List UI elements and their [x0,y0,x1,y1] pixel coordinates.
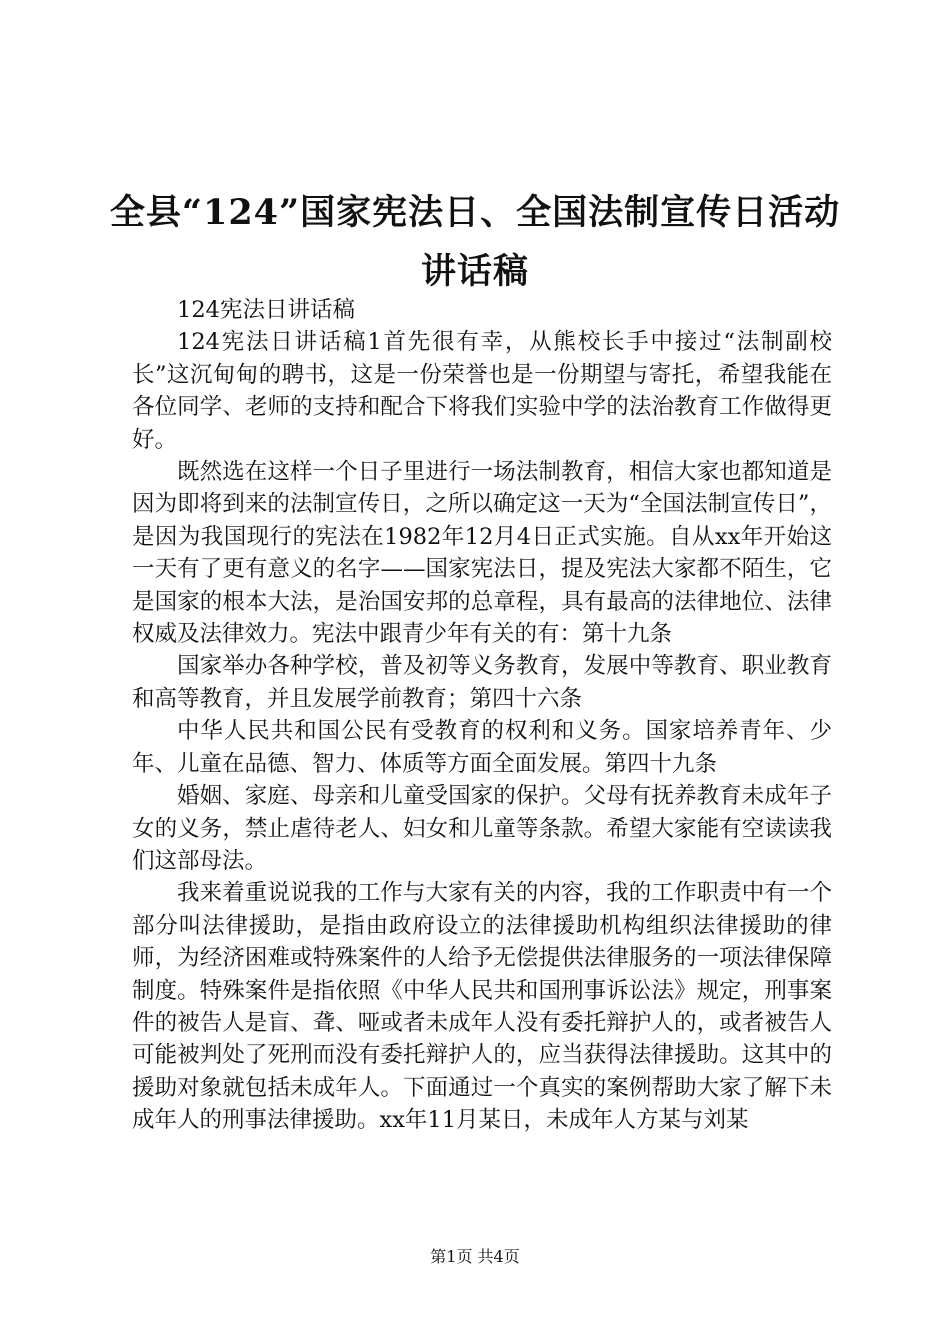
paragraph: 我来着重说说我的工作与大家有关的内容，我的工作职责中有一个部分叫法律援助，是指由政府设立的法律援助机构组织法律援助的律师，为经济困难或特殊案件的人给予无偿提供法律服务的一项法律保障制度。特殊案件是指依照《中华人民共和国刑事诉讼法》规定，刑事案件的被告人是盲、聋、哑或者未成年人没有委托辩护人的，或者被告人可能被判处了死刑而没有委托辩护人的，应当获得法律援助。这其中的援助对象就包括未成年人。下面通过一个真实的案例帮助大家了解下未成年人的刑事法律援助。xx年11月某日，未成年人方某与刘某 [132,880,832,1134]
paragraph: 124宪法日讲话稿1首先很有幸，从熊校长手中接过“法制副校长”这沉甸甸的聘书，这是一份荣誉也是一份期望与寄托，希望我能在各位同学、老师的支持和配合下将我们实验中学的法治教育工作做得更好。 [132,329,832,453]
document-title: 全县“124”国家宪法日、全国法制宣传日活动讲话稿 [109,192,841,292]
paragraph: 国家举办各种学校，普及初等义务教育，发展中等教育、职业教育和高等教育，并且发展学前教育；第四十六条 [132,653,832,712]
document-body [132,294,832,1137]
paragraph: 124宪法日讲话稿 [177,297,355,323]
page-number-footer: 第1页 共4页 [430,1247,520,1266]
paragraph: 既然选在这样一个日子里进行一场法制教育，相信大家也都知道是因为即将到来的法制宣传日，之所以确定这一天为“全国法制宣传日”，是因为我国现行的宪法在1982年12月4日正式实施。自从xx年开始这一天有了更有意义的名字——国家宪法日，提及宪法大家都不陌生，它是国家的根本大法，是治国安邦的总章程，具有最高的法律地位、法律权威及法律效力。宪法中跟青少年有关的有：第十九条 [132,459,832,648]
paragraph: 中华人民共和国公民有受教育的权利和义务。国家培养青年、少年、儿童在品德、智力、体质等方面全面发展。第四十九条 [132,718,832,777]
paragraph: 婚姻、家庭、母亲和儿童受国家的保护。父母有抚养教育未成年子女的义务，禁止虐待老人、妇女和儿童等条款。希望大家能有空读读我们这部母法。 [132,783,832,874]
